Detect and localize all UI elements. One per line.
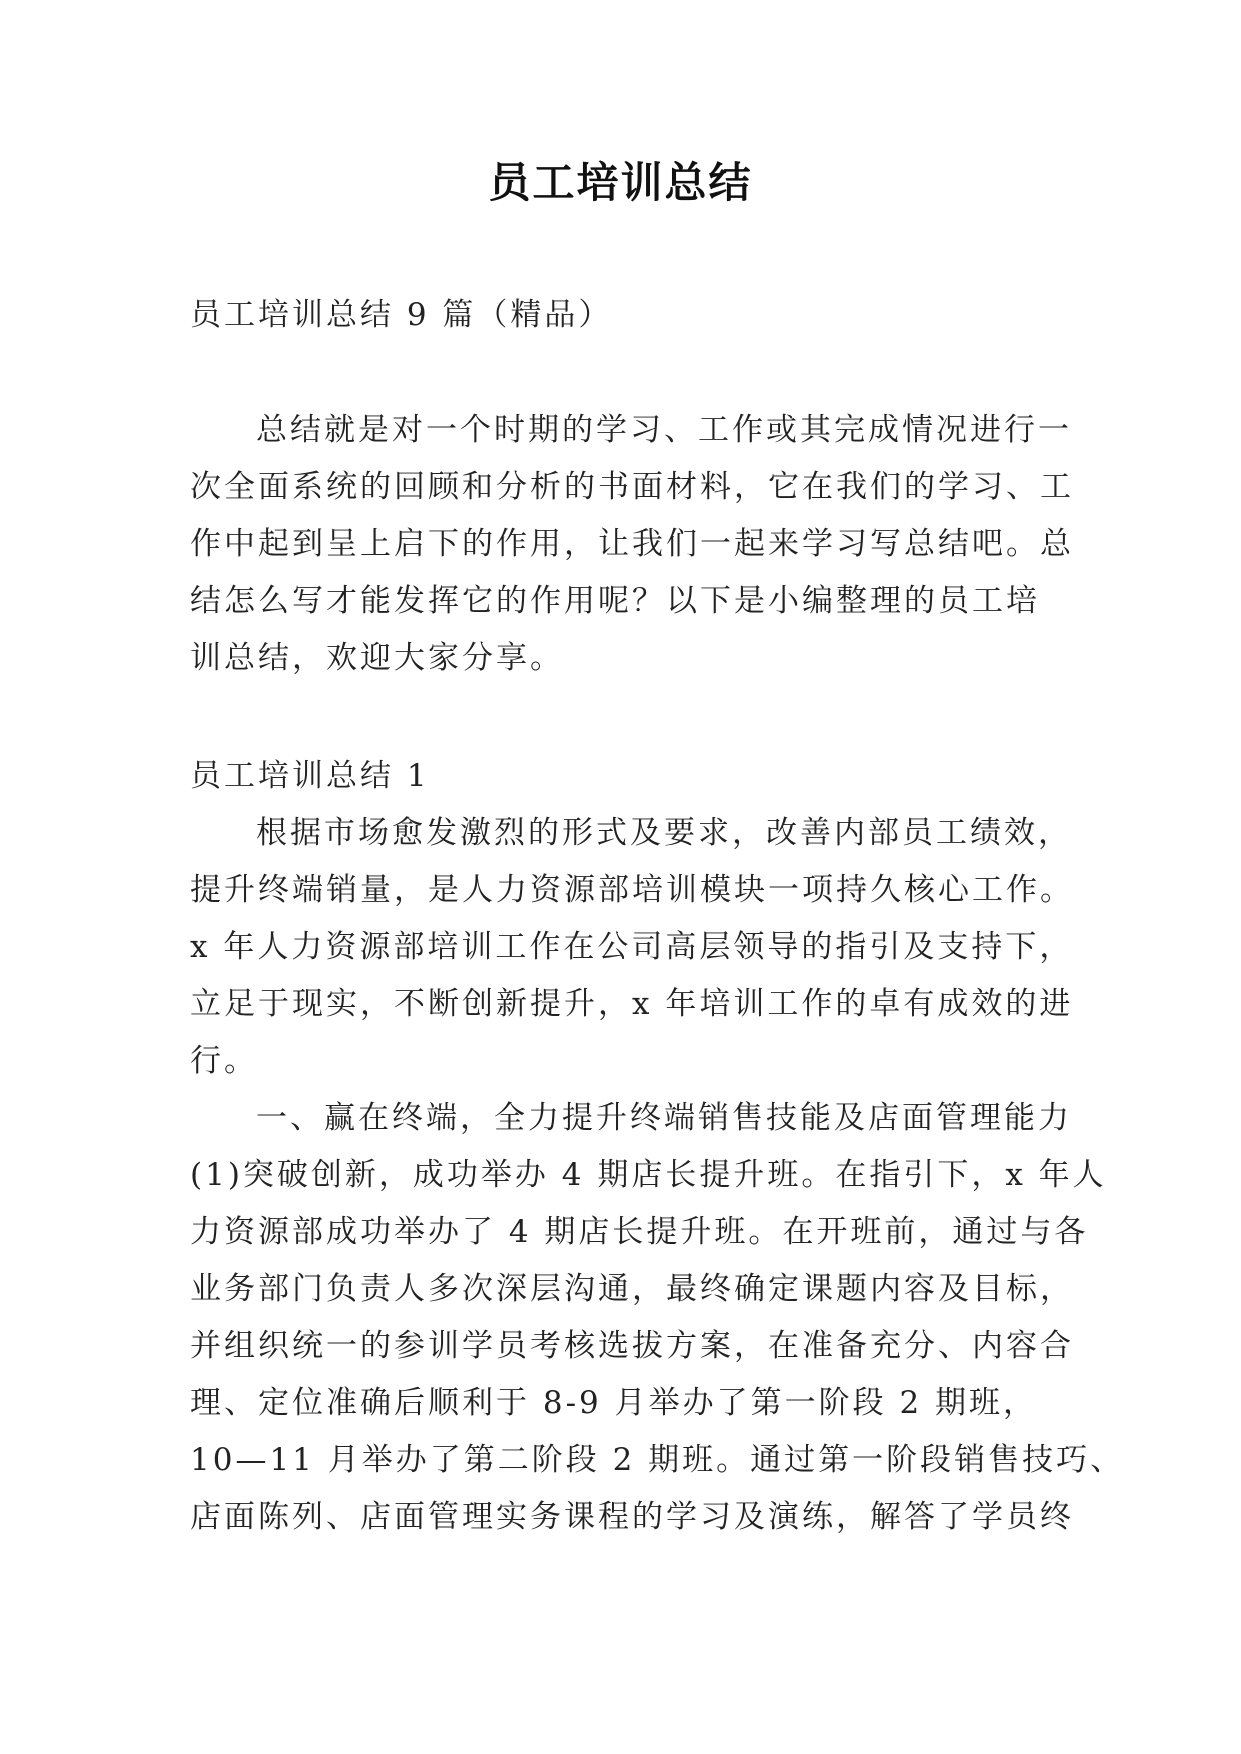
body-line: 行。	[190, 1043, 258, 1079]
body-line: 理、定位准确后顺利于 8-9 月举办了第一阶段 2 期班，	[190, 1385, 1038, 1421]
section-body	[190, 805, 1125, 1546]
document-title: 员工培训总结	[488, 158, 753, 207]
intro-line: 训总结，欢迎大家分享。	[190, 640, 564, 676]
body-line: 立足于现实，不断创新提升，x 年培训工作的卓有成效的进	[190, 986, 1074, 1022]
intro-line: 总结就是对一个时期的学习、工作或其完成情况进行一	[256, 412, 1072, 448]
body-line: 力资源部成功举办了 4 期店长提升班。在开班前，通过与各	[190, 1214, 1089, 1250]
body-line: x 年人力资源部培训工作在公司高层领导的指引及支持下，	[190, 929, 1074, 965]
body-line: 业务部门负责人多次深层沟通，最终确定课题内容及目标，	[190, 1271, 1074, 1307]
body-line: 一、赢在终端，全力提升终端销售技能及店面管理能力	[256, 1100, 1072, 1136]
body-line: 店面陈列、店面管理实务课程的学习及演练，解答了学员终	[190, 1499, 1074, 1535]
intro-paragraph	[190, 402, 1074, 687]
body-line: 并组织统一的参训学员考核选拔方案，在准备充分、内容合	[190, 1328, 1074, 1364]
body-line: 提升终端销量，是人力资源部培训模块一项持久核心工作。	[190, 872, 1074, 908]
document-subtitle	[190, 287, 1060, 344]
body-line: 根据市场愈发激烈的形式及要求，改善内部员工绩效，	[256, 815, 1072, 851]
section-heading-text: 员工培训总结 1	[190, 758, 430, 794]
intro-line: 作中起到呈上启下的作用，让我们一起来学习写总结吧。总	[190, 526, 1074, 562]
section-heading	[190, 748, 1060, 805]
body-line: (1)突破创新，成功举办 4 期店长提升班。在指引下，x 年人	[190, 1157, 1107, 1193]
body-line: 10—11 月举办了第二阶段 2 期班。通过第一阶段销售技巧、	[190, 1442, 1125, 1478]
intro-line: 结怎么写才能发挥它的作用呢？以下是小编整理的员工培	[190, 583, 1040, 619]
subtitle-text: 员工培训总结 9 篇（精品）	[190, 297, 613, 333]
intro-line: 次全面系统的回顾和分析的书面材料，它在我们的学习、工	[190, 469, 1074, 505]
